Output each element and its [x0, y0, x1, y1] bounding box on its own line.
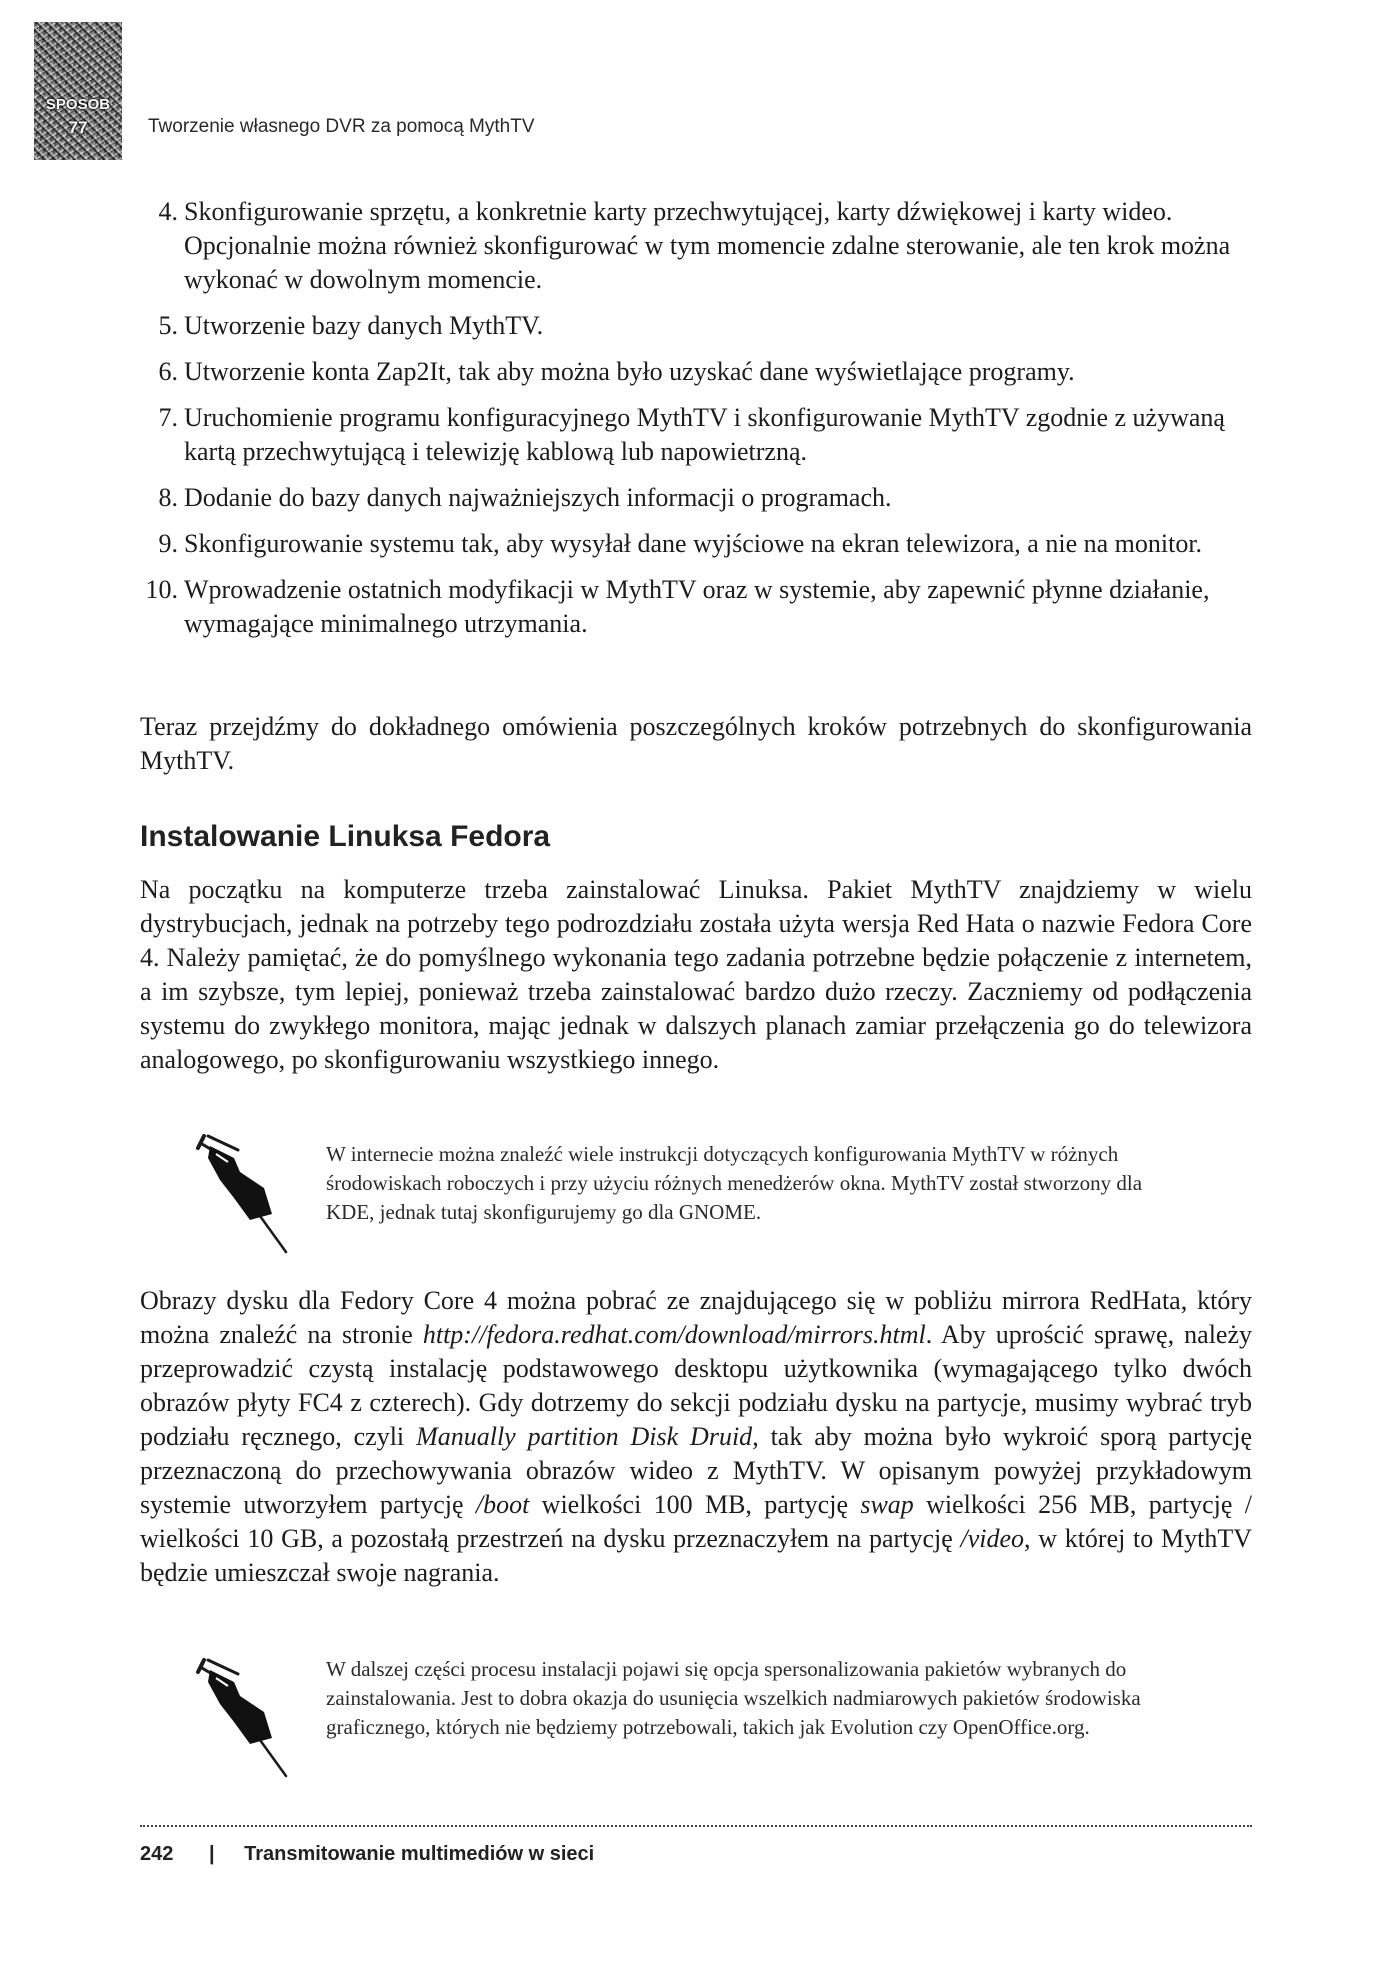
list-item [140, 573, 1260, 641]
footer-separator: | [208, 1843, 215, 1865]
step-number: 9. [158, 529, 178, 558]
body-paragraph: Na początku na komputerze trzeba zainstalować Linuksa. Pakiet MythTV znajdziemy w wielu dystrybucjach, jednak na potrzeby tego podrozdziału została użyta wersja Red Hata o nazwie Fedora Core 4. Należy pamiętać, że do pomyślnego wykonania tego zadania potrzebne będzie połączenie z internetem, a im szybsze, tym lepiej, ponieważ trzeba zainstalować bardzo dużo rzeczy. Zaczniemy od podłączenia systemu do zwykłego monitora, mając jednak w dalszych planach zamiar przełączenia go do telewizora analogowego, po skonfigurowaniu wszystkiego innego. [140, 875, 1252, 1074]
list-item [140, 527, 1260, 561]
pushpin-icon [190, 1652, 300, 1782]
step-text: Utworzenie bazy danych MythTV. [184, 311, 544, 340]
intro-paragraph: Teraz przejdźmy do dokładnego omówienia poszczególnych kroków potrzebnych do skonfigurowania MythTV. [140, 712, 1252, 775]
step-number: 8. [158, 483, 178, 512]
text-run: , tak aby można było wykroić sporą partycję przeznaczoną do przechowywania obrazów wideo z MythTV. W opisanym powyżej przykładowym systemie utworzyłem partycję [140, 1422, 1253, 1519]
step-text: Skonfigurowanie systemu tak, aby wysyłał dane wyjściowe na ekran telewizora, a nie na monitor. [184, 529, 1203, 558]
note-text: W internecie można znaleźć wiele instrukcji dotyczących konfigurowania MythTV w różnych środowiskach roboczych i przy użyciu różnych menedżerów okna. MythTV został stworzony dla KDE, jednak tutaj skonfigurujemy go dla GNOME. [326, 1142, 1143, 1224]
list-item [140, 355, 1260, 389]
list-item [140, 481, 1260, 515]
list-item [140, 401, 1260, 469]
step-list [140, 195, 1260, 653]
boot-partition-name: /boot [475, 1490, 530, 1519]
step-number: 7. [158, 403, 178, 432]
hack-badge-label: SPOSÓB [45, 96, 111, 113]
list-item [140, 309, 1260, 343]
list-item [140, 195, 1260, 297]
text-run: , w której to MythTV będzie umieszczał swoje nagrania. [140, 1524, 1252, 1587]
step-number: 5. [158, 311, 178, 340]
step-number: 4. [158, 197, 178, 226]
page-footer [140, 1843, 594, 1866]
swap-partition-name: swap [860, 1490, 914, 1519]
video-partition-name: /video [960, 1524, 1024, 1553]
step-text: Dodanie do bazy danych najważniejszych informacji o programach. [184, 483, 892, 512]
text-run: . Aby uprościć sprawę, należy przeprowadzić czystą instalację podstawowego desktopu użytkownika (wymagającego tylko dwóch obrazów płyty FC4 z czterech). Gdy dotrzemy do sekcji podziału dysku na partycje, musimy wybrać tryb podziału ręcznego, czyli [140, 1320, 1252, 1451]
text-run: wielkości 100 MB, partycję [529, 1490, 861, 1519]
step-text: Uruchomienie programu konfiguracyjnego MythTV i skonfigurowanie MythTV zgodnie z używaną kartą przechwytującą i telewizję kablową lub napowietrzną. [184, 403, 1225, 466]
body-paragraph [140, 1284, 1252, 1590]
hack-badge-number: 77 [68, 118, 88, 137]
footer-divider [140, 1825, 1252, 1827]
text-run: wielkości 256 MB, partycję / wielkości 10 GB, a pozostałą przestrzeń na dysku przeznaczyłem na partycję [140, 1490, 1252, 1553]
step-text: Skonfigurowanie sprzętu, a konkretnie karty przechwytującej, karty dźwiękowej i karty wideo. Opcjonalnie można również skonfigurować w tym momencie zdalne sterowanie, ale ten krok można wykonać w dowolnym momencie. [184, 197, 1231, 294]
section-heading: Instalowanie Linuksa Fedora [140, 820, 551, 853]
mirror-url-link[interactable]: http://fedora.redhat.com/download/mirrors.html [422, 1320, 926, 1349]
pushpin-icon [190, 1128, 300, 1258]
step-number: 10. [145, 575, 178, 604]
partition-option-name: Manually partition Disk Druid [416, 1422, 753, 1451]
step-text: Utworzenie konta Zap2It, tak aby można było uzyskać dane wyświetlające programy. [184, 357, 1075, 386]
step-number: 6. [158, 357, 178, 386]
chapter-title: Transmitowanie multimediów w sieci [244, 1843, 595, 1865]
step-text: Wprowadzenie ostatnich modyfikacji w MythTV oraz w systemie, aby zapewnić płynne działanie, wymagające minimalnego utrzymania. [184, 575, 1210, 638]
note-text: W dalszej części procesu instalacji pojawi się opcja spersonalizowania pakietów wybranych do zainstalowania. Jest to dobra okazja do usunięcia wszelkich nadmiarowych pakietów środowiska graficznego, których nie będziemy potrzebowali, takich jak Evolution czy OpenOffice.org. [326, 1657, 1141, 1739]
hack-badge [34, 22, 122, 160]
running-header-title: Tworzenie własnego DVR za pomocą MythTV [148, 116, 535, 137]
page-number: 242 [140, 1843, 174, 1865]
text-run: Obrazy dysku dla Fedory Core 4 można pobrać ze znajdującego się w pobliżu mirrora RedHata, który można znaleźć na stronie [140, 1286, 1252, 1349]
